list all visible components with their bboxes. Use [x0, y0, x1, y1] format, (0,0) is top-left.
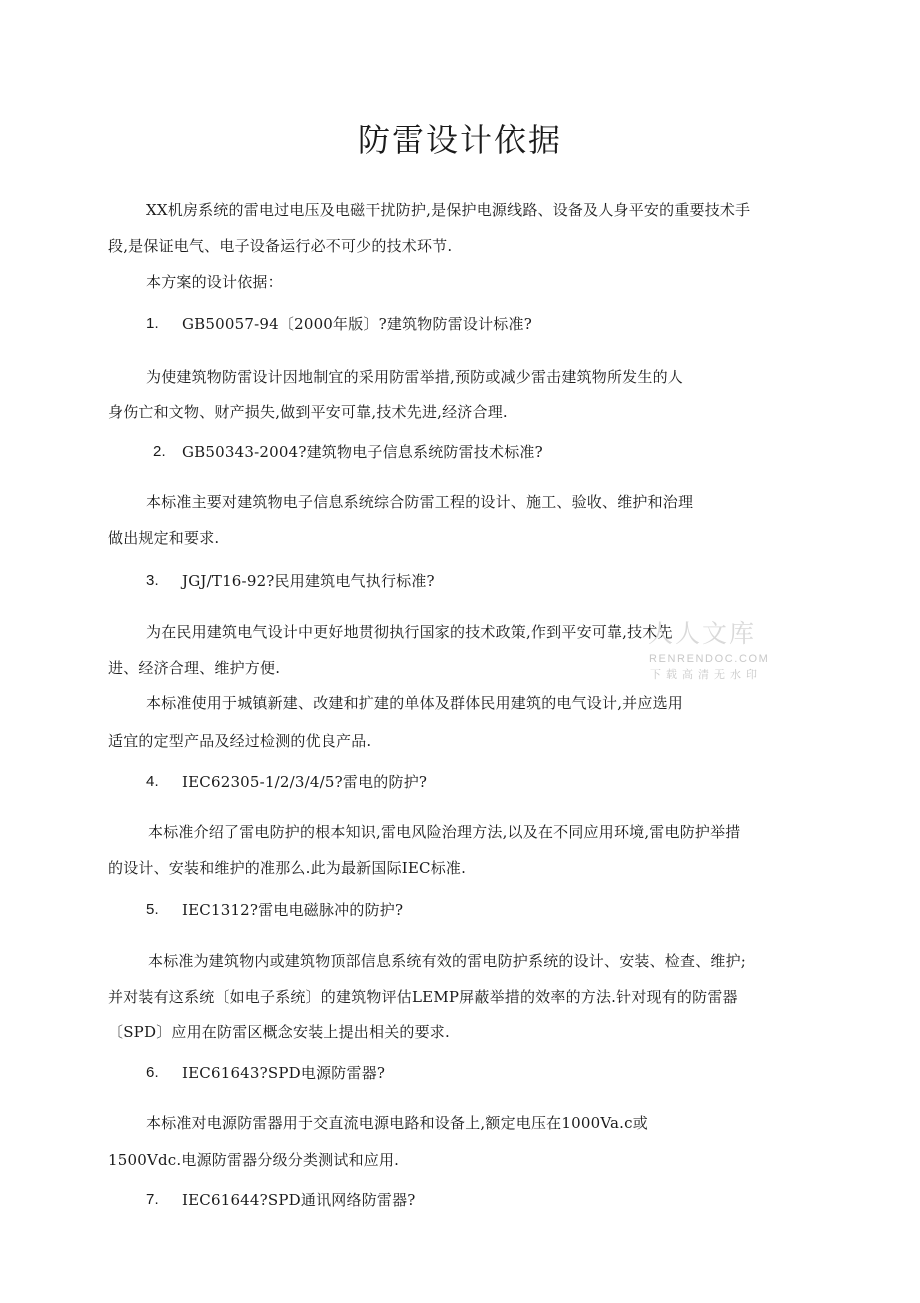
basis-heading: 本方案的设计依据： — [146, 273, 283, 291]
item-number-1: 1. — [146, 315, 159, 332]
item-number-7: 7. — [146, 1191, 159, 1208]
item-6-line-2: 1500Vdc.电源防雷器分级分类测试和应用. — [108, 1151, 400, 1169]
document-title: 防雷设计依据 — [357, 121, 562, 159]
item-1-line-1: 为使建筑物防雷设计因地制宜的采用防雷举措,预防或减少雷击建筑物所发生的人 — [146, 368, 683, 386]
intro-line-1: XX机房系统的雷电过电压及电磁干扰防护,是保护电源线路、设备及人身平安的重要技术手 — [146, 201, 751, 219]
item-4-line-2: 的设计、安装和维护的准那么.此为最新国际IEC标准. — [108, 859, 467, 877]
item-title-3: JGJ/T16-92?民用建筑电气执行标准? — [182, 572, 435, 590]
item-number-6: 6. — [146, 1064, 159, 1081]
item-3-line-3: 本标准使用于城镇新建、改建和扩建的单体及群体民用建筑的电气设计,并应选用 — [146, 694, 683, 712]
item-title-5: IEC1312?雷电电磁脉冲的防护? — [182, 901, 404, 919]
item-title-7: IEC61644?SPD通讯网络防雷器? — [182, 1191, 416, 1209]
item-title-2: GB50343-2004?建筑物电子信息系统防雷技术标准? — [182, 443, 543, 461]
item-number-3: 3. — [146, 572, 159, 589]
intro-line-2: 段,是保证电气、电子设备运行必不可少的技术环节. — [108, 237, 453, 255]
item-5-line-3: 〔SPD〕应用在防雷区概念安装上提出相关的要求. — [108, 1023, 450, 1041]
item-1-line-2: 身伤亡和文物、财产损失,做到平安可靠,技术先进,经济合理. — [108, 403, 508, 421]
item-5-line-1: 本标准为建筑物内或建筑物顶部信息系统有效的雷电防护系统的设计、安装、检查、维护; — [148, 952, 747, 970]
item-5-line-2: 并对装有这系统〔如电子系统〕的建筑物评估LEMP屏蔽举措的效率的方法.针对现有的防雷器 — [108, 988, 738, 1006]
item-title-1: GB50057-94〔2000年版〕?建筑物防雷设计标准? — [182, 315, 532, 333]
item-6-line-1: 本标准对电源防雷器用于交直流电源电路和设备上,额定电压在1000Va.c或 — [146, 1114, 648, 1132]
item-title-6: IEC61643?SPD电源防雷器? — [182, 1064, 386, 1082]
item-title-4: IEC62305-1/2/3/4/5?雷电的防护? — [182, 773, 428, 791]
item-3-line-1: 为在民用建筑电气设计中更好地贯彻执行国家的技术政策,作到平安可靠,技术先 — [146, 623, 673, 641]
item-2-line-2: 做出规定和要求. — [108, 529, 220, 547]
item-number-2: 2. — [153, 443, 166, 460]
item-4-line-1: 本标准介绍了雷电防护的根本知识,雷电风险治理方法,以及在不同应用环境,雷电防护举措 — [148, 823, 741, 841]
item-number-5: 5. — [146, 901, 159, 918]
watermark-tagline: 下载高清无水印 — [650, 668, 762, 681]
watermark — [648, 618, 774, 684]
item-2-line-1: 本标准主要对建筑物电子信息系统综合防雷工程的设计、施工、验收、维护和治理 — [146, 493, 694, 511]
watermark-domain: RENRENDOC.COM — [649, 653, 770, 665]
item-3-line-4: 适宜的定型产品及经过检测的优良产品. — [108, 732, 372, 750]
watermark-logo: 人人文库 — [648, 619, 757, 648]
item-3-line-2: 进、经济合理、维护方便. — [108, 659, 281, 677]
item-number-4: 4. — [146, 773, 159, 790]
